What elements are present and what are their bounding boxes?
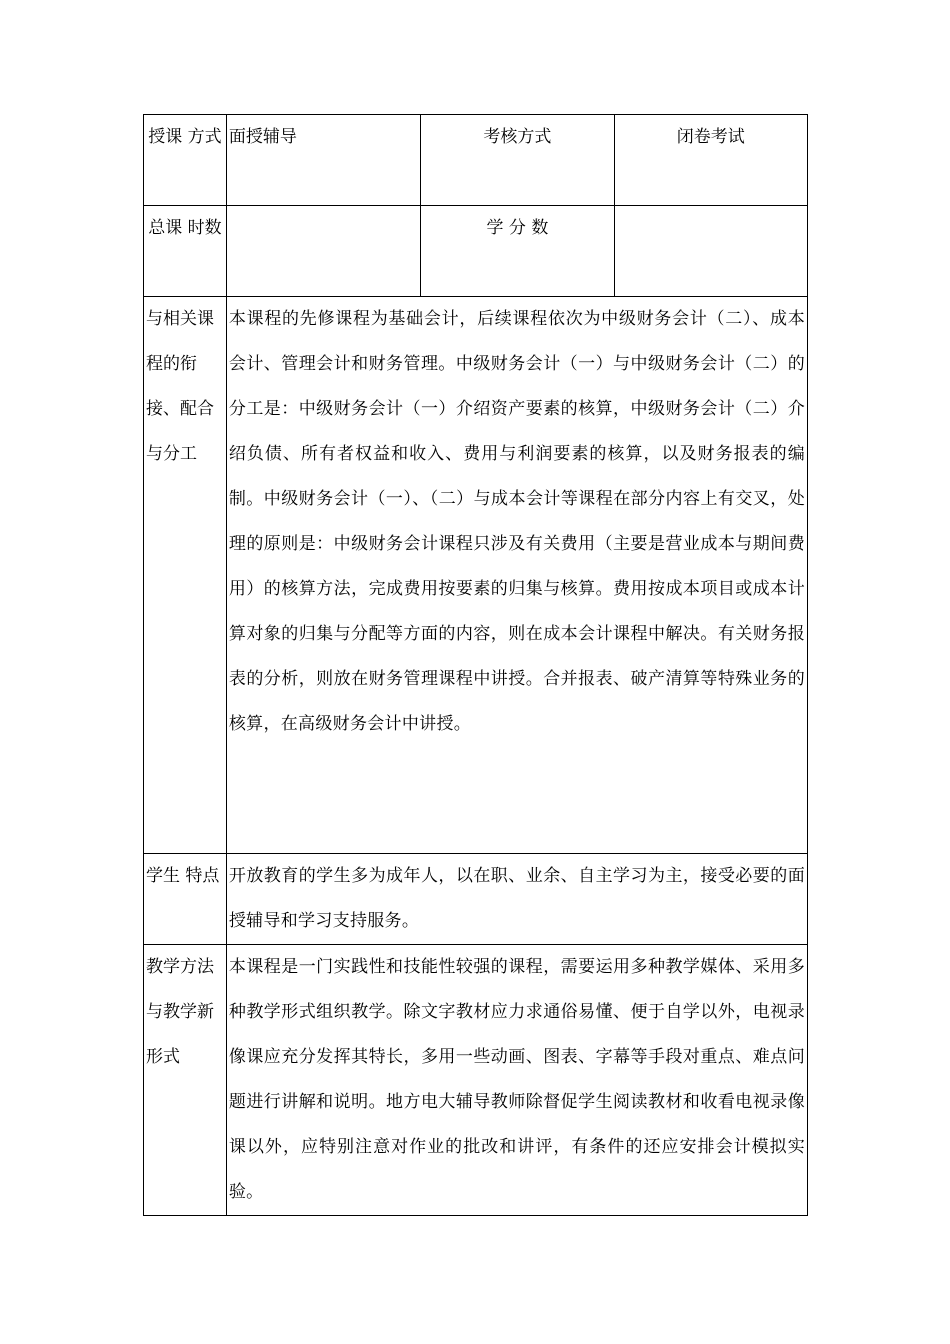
relation-text: 本课程的先修课程为基础会计，后续课程依次为中级财务会计（二）、成本会计、管理会计和财务管理。中级财务会计（一）与中级财务会计（二）的分工是：中级财务会计（一）介绍资产要素的核算，中级财务会计（二）介绍负债、所有者权益和收入、费用与利润要素的核算，以及财务报表的编制。中级财务会计（一）、（二）与成本会计等课程在部分内容上有交叉，处理的原则是：中级财务会计课程只涉及有关费用（主要是营业成本与期间费用）的核算方法，完成费用按要素的归集与核算。费用按成本项目或成本计算对象的归集与分配等方面的内容，则在成本会计课程中解决。有关财务报表的分析，则放在财务管理课程中讲授。合并报表、破产清算等特殊业务的核算，在高级财务会计中讲授。 [226,297,807,854]
table-row [144,115,808,206]
table-row [144,297,808,854]
assessment-label: 考核方式 [421,115,614,206]
total-hours-label: 总课 时数 [144,206,227,297]
student-text: 开放教育的学生多为成年人，以在职、业余、自主学习为主，接受必要的面授辅导和学习支持服务。 [226,854,807,945]
credits-label: 学 分 数 [421,206,614,297]
teaching-mode-label: 授课 方式 [144,115,227,206]
table-row [144,206,808,297]
total-hours-value [226,206,420,297]
student-label: 学生 特点 [144,854,227,945]
course-info-table [143,114,808,1216]
teaching-mode-value: 面授辅导 [226,115,420,206]
method-label: 教学方法与教学新形式 [144,945,227,1216]
relation-label: 与相关课程的衔接、配合与分工 [144,297,227,854]
method-text: 本课程是一门实践性和技能性较强的课程，需要运用多种教学媒体、采用多种教学形式组织教学。除文字教材应力求通俗易懂、便于自学以外，电视录像课应充分发挥其特长，多用一些动画、图表、字幕等手段对重点、难点问题进行讲解和说明。地方电大辅导教师除督促学生阅读教材和收看电视录像课以外，应特别注意对作业的批改和讲评，有条件的还应安排会计模拟实验。 [226,945,807,1216]
table-row [144,854,808,945]
credits-value [614,206,807,297]
table-row [144,945,808,1216]
assessment-value: 闭卷考试 [614,115,807,206]
